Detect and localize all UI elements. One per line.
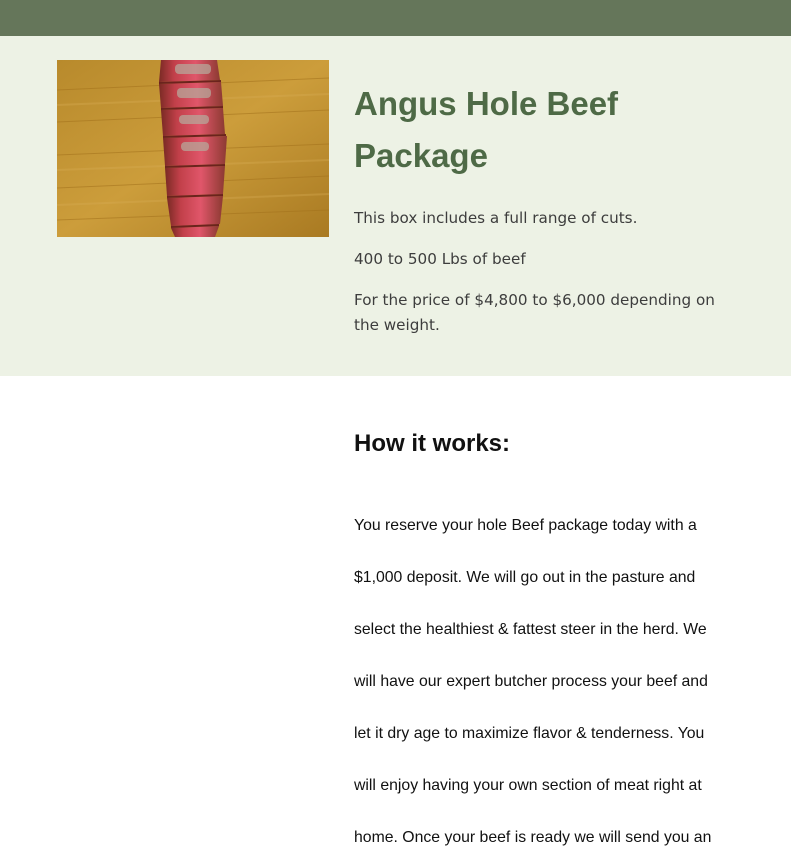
product-hero (0, 36, 791, 376)
how-it-works-body: You reserve your hole Beef package today with a $1,000 deposit. We will go out in the pasture and select the healthiest & fattest steer in the herd. We will have our expert butcher process your beef and let it dry age to maximize flavor & tenderness. You will enjoy having your own section of meat right at home. Once your beef is ready we will send you an (354, 517, 712, 846)
cuts-description: This box includes a full range of cuts. (354, 209, 638, 227)
beef-photo (57, 60, 329, 237)
how-it-works-heading: How it works: (354, 430, 511, 457)
price-description: For the price of $4,800 to $6,000 depending on the weight. (354, 291, 715, 334)
weight-description: 400 to 500 Lbs of beef (354, 250, 526, 268)
top-nav-bar (0, 0, 791, 36)
product-title: Angus Hole Beef Package (354, 85, 619, 174)
